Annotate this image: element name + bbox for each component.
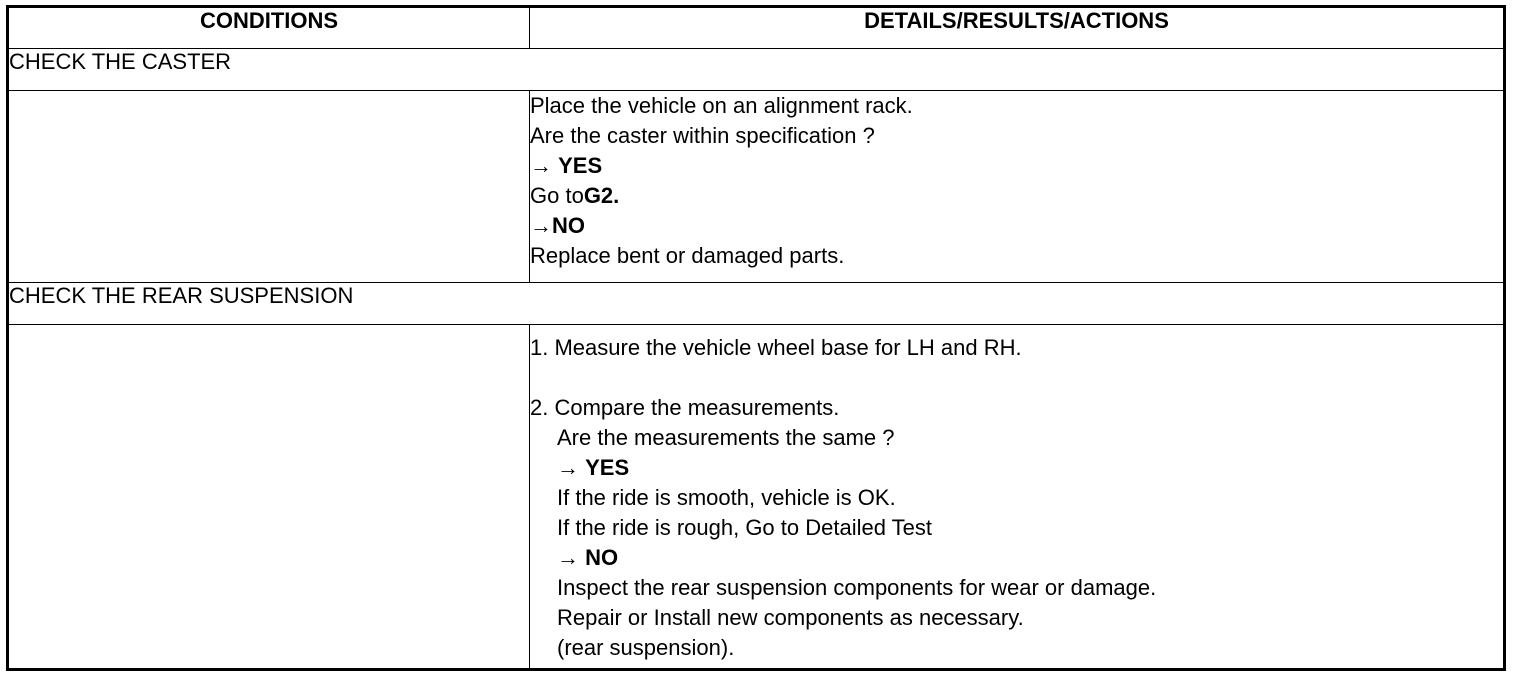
detail-text: Go to [530,183,584,208]
detail-line: Place the vehicle on an alignment rack. [530,93,913,118]
header-details: DETAILS/RESULTS/ACTIONS [530,7,1505,49]
detail-line: If the ride is rough, Go to Detailed Test [557,515,933,540]
details-cell-caster [530,91,1505,283]
spacer [530,363,1503,393]
detail-line: (rear suspension). [557,635,735,660]
result-label: NO [552,213,585,238]
header-row [8,7,1505,49]
result-yes [530,151,1503,181]
result-label: YES [558,153,603,178]
section-title-rear-suspension: CHECK THE REAR SUSPENSION [8,283,1505,325]
arrow-right-icon: → [557,455,579,480]
section-row [8,49,1505,91]
result-no [530,543,1503,573]
diagnostic-table [6,5,1506,671]
detail-line: 1. Measure the vehicle wheel base for LH and RH. [530,335,1022,360]
detail-line: If the ride is smooth, vehicle is OK. [557,485,896,510]
result-no [530,211,1503,241]
result-label: YES [585,455,630,480]
result-yes [530,453,1503,483]
detail-line: Inspect the rear suspension components for wear or damage. [557,575,1157,600]
details-cell-rear-suspension [530,325,1505,670]
detail-line: Replace bent or damaged parts. [530,243,845,268]
detail-line: 2. Compare the measurements. [530,395,840,420]
result-label: NO [585,545,619,570]
arrow-right-icon: → [530,153,552,178]
detail-line: Are the caster within specification ? [530,123,875,148]
header-conditions: CONDITIONS [8,7,530,49]
detail-row [8,325,1505,670]
arrow-right-icon: → [557,545,579,570]
detail-line [530,181,1503,211]
step-reference: G2. [583,183,620,208]
detail-line: Repair or Install new components as necessary. [557,605,1024,630]
section-row [8,283,1505,325]
arrow-right-icon: → [530,213,552,238]
conditions-cell [8,325,530,670]
detail-line: Are the measurements the same ? [557,425,895,450]
conditions-cell [8,91,530,283]
detail-row [8,91,1505,283]
section-title-caster: CHECK THE CASTER [8,49,1505,91]
